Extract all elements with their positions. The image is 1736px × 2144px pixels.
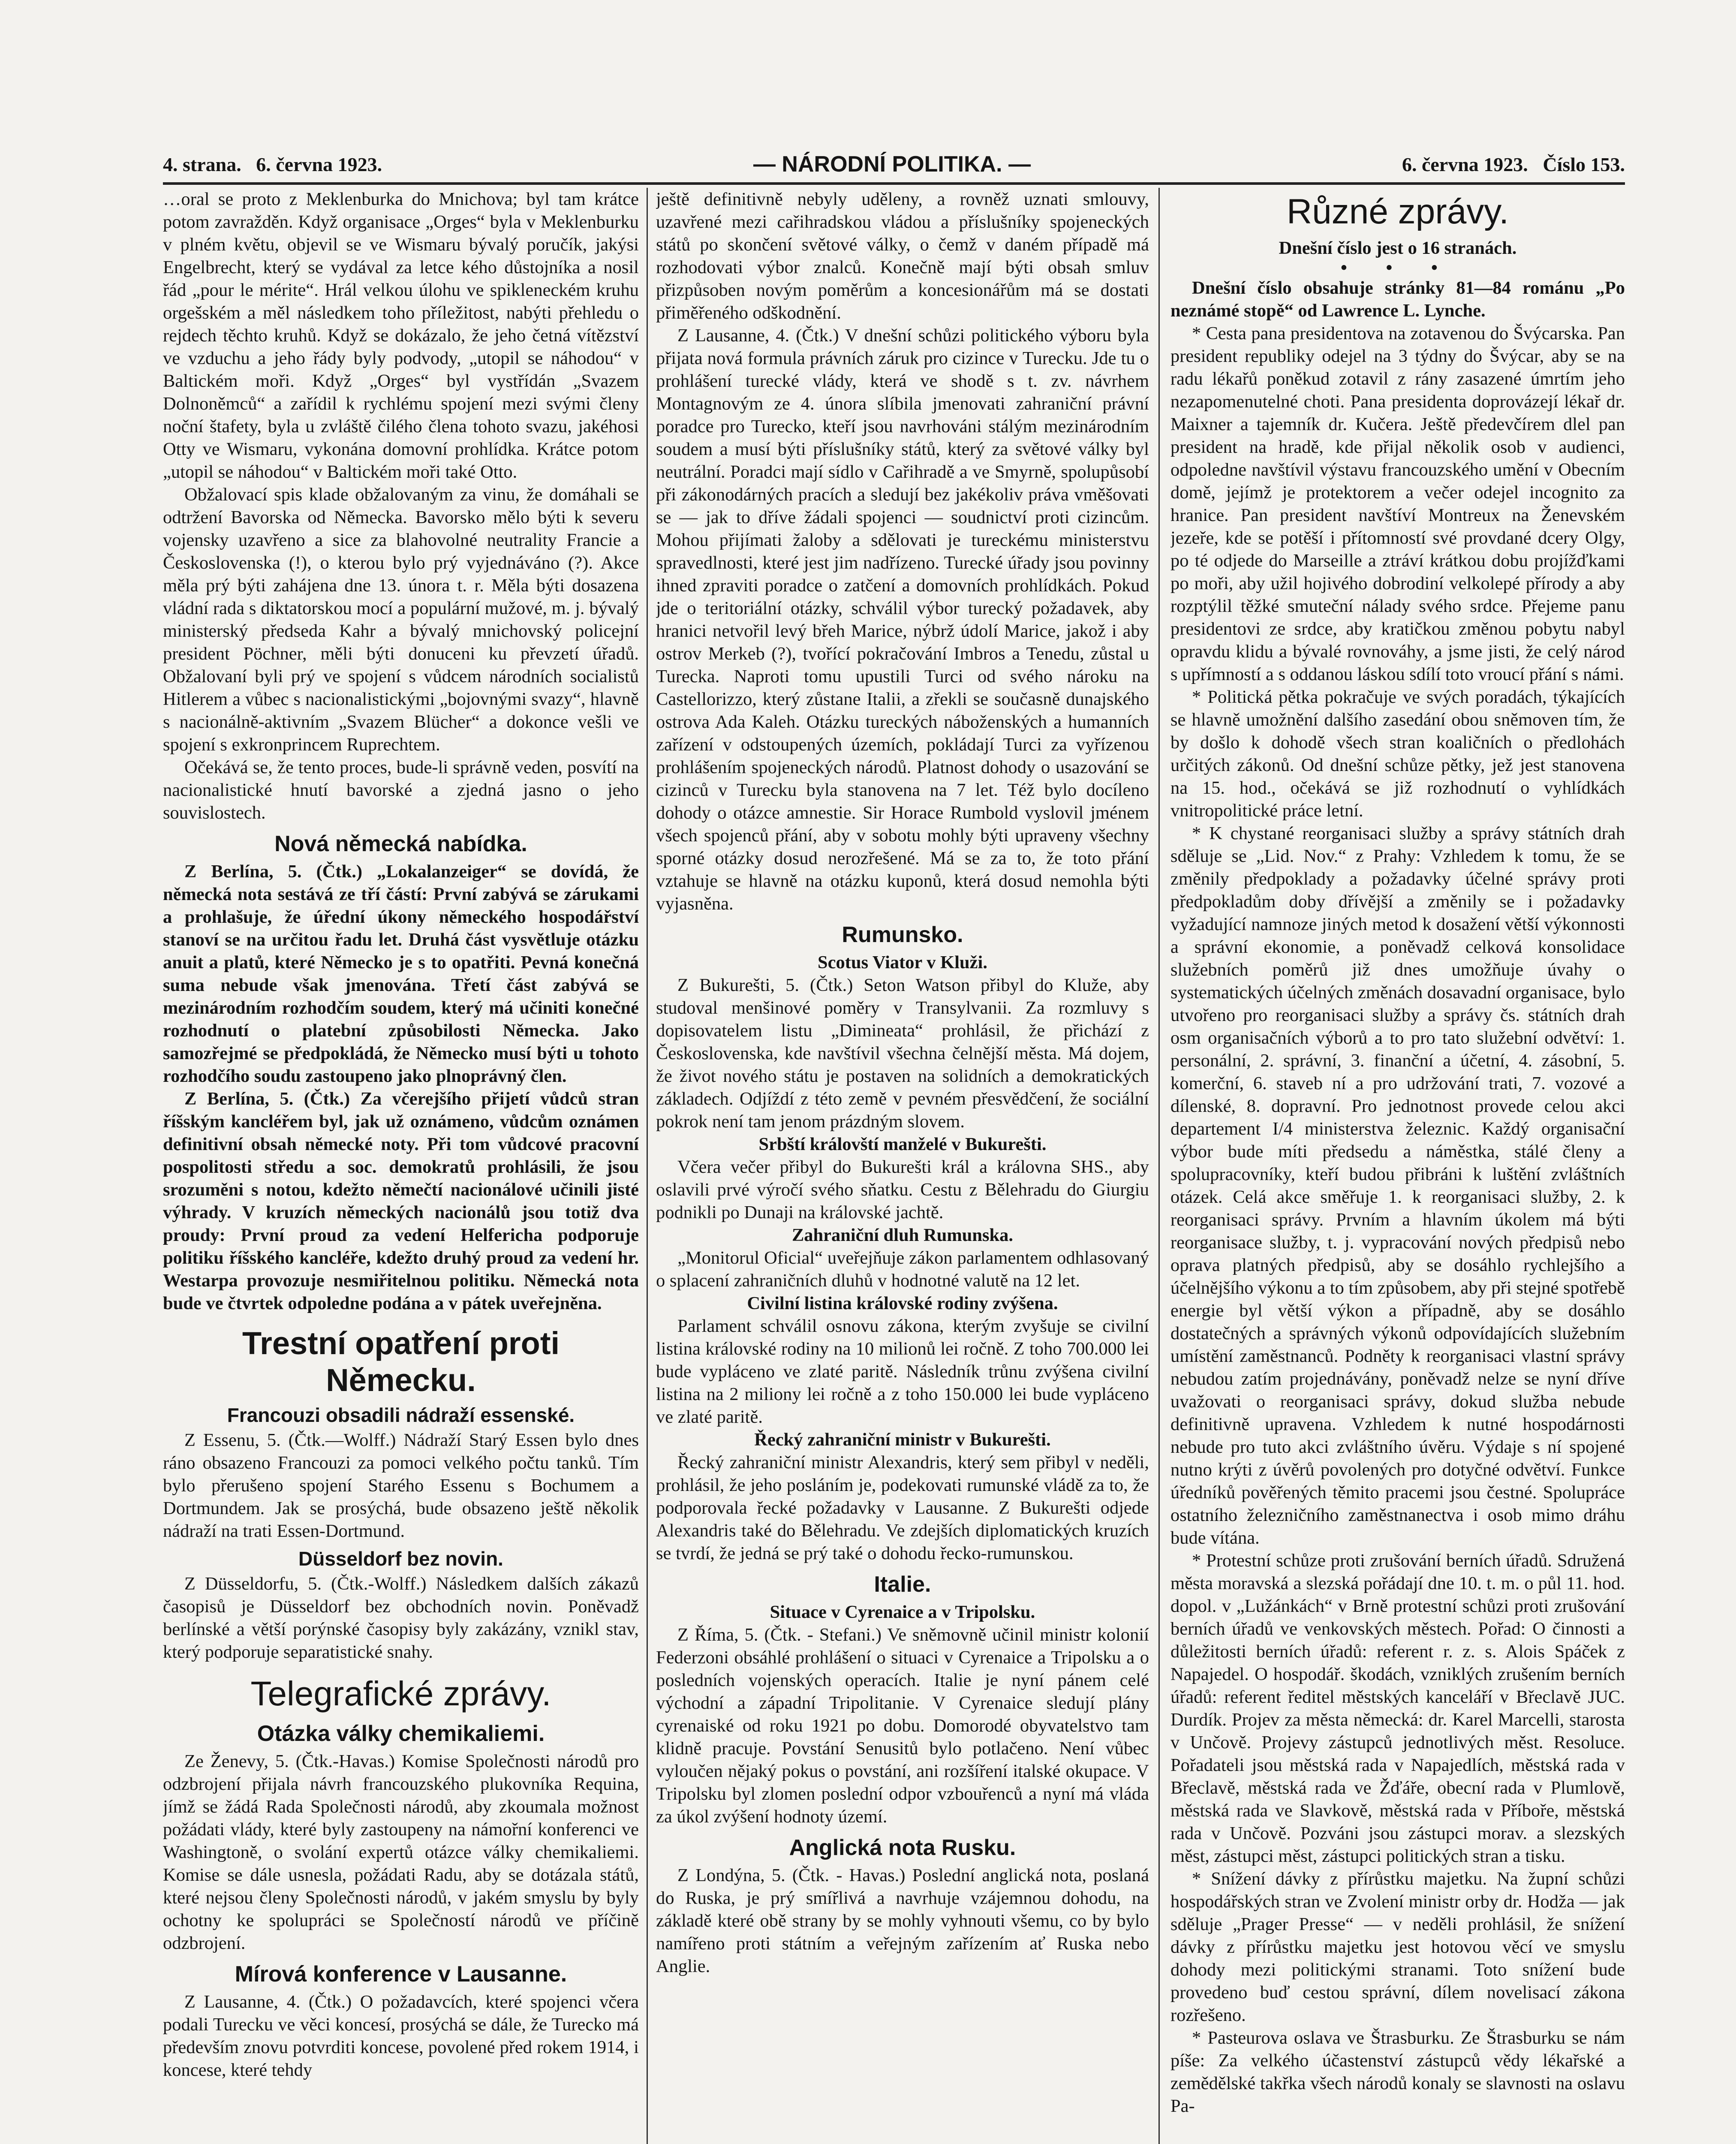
- headline-telegraficke-zpravy: Telegrafické zprávy.: [250, 1674, 551, 1713]
- article-paragraph: Dnešní číslo obsahuje stránky 81—84 románu „Po neznámé stopě“ od Lawrence L. Lynche.: [1170, 278, 1625, 321]
- article-paragraph: * Pasteurova oslava ve Štrasburku. Ze Štrasburku se nám píše: Za velkého účastenství zástupců vědy lékařské a zemědělské takřka všech národů konaly se slavnosti na oslavu Pa-: [1170, 2028, 1625, 2116]
- article-paragraph: * Snížení dávky z přírůstku majetku. Na župní schůzi hospodářských stran ve Zvolení ministr orby dr. Hodža — jak sděluje „Prager Presse“ — v neděli prohlásil, že snížení dávky z přírůstku majetku jest hotovou věcí ve smyslu dohody mezi politickými stranami. Toto snížení bude provedeno buď cestou správní, dílem novelisací zákona rozřešeno.: [1170, 1869, 1625, 2025]
- subheadline-chemikaliemi: Otázka války chemikaliemi.: [257, 1721, 545, 1746]
- article-paragraph: * Protestní schůze proti zrušování berních úřadů. Sdružená města moravská a slezská pořádají dne 10. t. m. o půl 11. hod. dopol. v „Lužánkách“ v Brně protestní schůzi proti zrušování berních úřadů ve venkovských městech. Pořad: O činnosti a důležitosti berních úřadů: referent r. z. s. Alois Spáček z Napajedel. O hospodář. škodách, vzniklých zrušením berních úřadů: referent ředitel městských kanceláří v Břeclavě JUC. Durdík. Projev za města německá: dr. Karel Marcelli, starosta v Unčově. Projevy zástupců jednotlivých měst. Resoluce. Pořadateli jsou městská rada v Napajedlích, městská rada v Břeclavě, městská rada ve Žďáře, obecní rada v Plumlově, městská rada ve Slavkově, městská rada v Příboře, městská rada v Unčově. Pozváni jsou zástupci morav. a slezských měst, zástupci měst, zástupci politických stran a tisku.: [1170, 1551, 1625, 1866]
- page-number: 4. strana. 6. června 1923.: [163, 153, 382, 175]
- headline-rumunsko: Rumunsko.: [842, 922, 963, 947]
- article-paragraph: Z Lausanne, 4. (Čtk.) O požadavcích, které spojenci včera podali Turecku ve věci koncesí, prosýchá se dále, že Turecko má především znovu potvrditi koncese, povolené před rokem 1914, i koncese, které tehdy: [163, 1992, 639, 2080]
- article-paragraph: Obžalovací spis klade obžalovaným za vinu, že domáhali se odtržení Bavorska od Německa. Bavorsko mělo býti k severu vojensky uzavřeno a sice za blahovolné neutrality Francie a Československa (!), o kterou bylo prý vyjednáváno (?). Akce měla prý býti zahájena dne 13. února t. r. Měla býti dosazena vládní rada s diktatorskou mocí a populární mužové, m. j. bývalý ministerský předseda Kahr a bývalý mnichovský policejní president Pöchner, měli býti donuceni ku převzetí úřadů. Obžalovaní byli prý ve spojení s vůdcem národních socialistů Hitlerem a vůbec s nacionalistickými „bojovnými svazy“, hlavně s nacionálně-aktivním „Svazem Blücher“ a dokonce vešli ve spojení s exkronprincem Ruprechtem.: [163, 485, 639, 755]
- lead-note: Dnešní číslo jest o 16 stranách.: [1279, 238, 1517, 258]
- subheadline-francouzi-essen: Francouzi obsadili nádraží essenské.: [227, 1404, 575, 1426]
- article-paragraph: …oral se proto z Meklenburka do Mnichova; byl tam krátce potom zavražděn. Když organisace „Orges“ byla v Meklenburku v plném květu, objevil se ve Wismaru bývalý poručík, jakýsi Engelbrecht, který se vydával za letce kého důstojníka a nosil řád „pour le mérite“. Hrál velkou úlohu ve spikleneckém kruhu orgešském a měl následkem toho příležitost, nabýti přehledu o rejdech těchto kruhů. Když se dokázalo, že jeho četná vítězství ve vzduchu a jeho řády byly podvody, „utopil se náhodou“ v Baltickém moři. Když „Orges“ byl vystřídán „Svazem Dolnoněmců“ a zařídil k rychlému spojení mezi svými členy noční štafety, byla u zvláště čilého člena tohoto svazu, jakéhosi Otty ve Wismaru, vykonána domovní prohlídka. Krátce potom „utopil se náhodou“ v Baltickém moři také Otto.: [163, 189, 639, 482]
- subheadline-scotus-viator: Scotus Viator v Kluži.: [818, 952, 987, 973]
- subheadline-zahranicni-dluh: Zahraniční dluh Rumunska.: [791, 1225, 1014, 1245]
- article-paragraph: Z Říma, 5. (Čtk. - Stefani.) Ve sněmovně učinil ministr kolonií Federzoni obsáhlé prohlášení o situaci v Cyrenaice a Tripolsku a o posledních vojenských operacích. Italie je nyní pánem celé východní a západní Tripolitanie. V Cyrenaice sledují plány cyrenaiské od roku 1921 po dobu. Domorodé obyvatelstvo tam klidně pracuje. Povstání Senusitů bylo potlačeno. Není vůbec vyloučen nějaký pokus o povstání, ani rozšíření italské okupace. V Tripolsku byl zlomen poslední odpor vzbouřenců a nyní má vláda za úkol zvýšení hodnoty území.: [656, 1625, 1149, 1827]
- article-paragraph: * Politická pětka pokračuje ve svých poradách, týkajících se hlavně umožnění dalšího zasedání obou sněmoven tím, že by došlo k dohodě všech stran koaličních o předlohách určitých zákonů. Od dnešní schůze pětky, jež jest stanovena na 15. hod., očekává se již rozhodnutí o vyhlídkách vnitropolitické práce letní.: [1170, 687, 1625, 821]
- column-3: [1170, 188, 1625, 2144]
- article-paragraph: Řecký zahraniční ministr Alexandris, který sem přibyl v neděli, prohlásil, že jeho posláním je, podekovati rumunské vládě za to, že podporovala řecké požadavky v Lausanne. Z Bukurešti odjede Alexandris také do Bělehradu. Ve zdejších diplomatických kruzích se tvrdí, že jedná se prý také o dohodu řecko-rumunskou.: [656, 1452, 1149, 1563]
- subheadline-recky-ministr: Řecký zahraniční ministr v Bukurešti.: [754, 1430, 1051, 1450]
- article-paragraph: „Monitorul Oficial“ uveřejňuje zákon parlamentem odhlasovaný o splacení zahraničních dluhů v hodnotné valutě na 12 let.: [656, 1248, 1149, 1291]
- article-paragraph: Ze Ženevy, 5. (Čtk.-Havas.) Komise Společnosti národů pro odzbrojení přijala návrh francouzského plukovníka Requina, jímž se žádá Rada Společnosti národů, aby zkoumala možnost požádati vlády, které byly zastoupeny na námořní konferenci ve Washingtoně, o svolání expertů otázce války chemikaliemi. Komise se dále usnesla, požádati Radu, aby se dotázala států, které nejsou členy Společnosti národů, v jakém smyslu by byly ochotny ke spolupráci se Společností národů ve příčině odzbrojení.: [163, 1751, 639, 1953]
- subheadline-srbsti-manzele: Srbští královští manželé v Bukurešti.: [758, 1134, 1047, 1154]
- header-rule: [163, 182, 1625, 185]
- headline-anglicka-nota: Anglická nota Rusku.: [789, 1835, 1016, 1860]
- article-paragraph: Z Londýna, 5. (Čtk. - Havas.) Poslední anglická nota, poslaná do Ruska, je prý smířlivá a navrhuje vzájemnou dohodu, na základě které obě strany by se mohly vyhnouti všemu, co by bylo namířeno proti státním a veřejným zařízením ať Ruska nebo Anglie.: [656, 1865, 1149, 1976]
- article-paragraph: Z Essenu, 5. (Čtk.—Wolff.) Nádraží Starý Essen bylo dnes ráno obsazeno Francouzi za pomoci velkého počtu tanků. Tím bylo přerušeno spojení Starého Essenu s Bochumem a Dortmundem. Jak se prosýchá, bude obsazeno ještě několik nádraží na trati Essen-Dortmund.: [163, 1430, 639, 1541]
- page-header: [163, 149, 1625, 179]
- subheadline-cyrenaika: Situace v Cyrenaice a v Tripolsku.: [770, 1602, 1035, 1622]
- article-paragraph: Z Lausanne, 4. (Čtk.) V dnešní schůzi politického výboru byla přijata nová formula právních záruk pro cizince v Turecku. Jde tu o prohlášení turecké vlády, která ve shodě s t. zv. návrhem Montagnovým ze 4. února slíbila jmenovati zahraniční právní poradce pro Turecko, kteří jsou navrhováni stálým mezinárodním soudem a musí býti příslušníky států, který za světové války byl neutrální. Poradci mají sídlo v Cařihradě a ve Smyrně, spolupůsobí při zákonodárných pracích a sledují bez jakékoliv práva vměšovati se — jak to dříve žádali spojenci — soudnictví proti cizincům. Mohou přijímati žaloby a sdělovati je tureckému ministerstvu spravedlnosti, které jest jim nadřízeno. Turecké úřady jsou povinny ihned zpraviti poradce o zatčení a domovních prohlídkách. Pokud jde o teritoriální otázky, schválil výbor turecký požadavek, aby hranici netvořil levý břeh Marice, nýbrž údolí Marice, jakož i aby ostrov Merkeb (?), tvořící pokračování Imbros a Tenedu, zůstal u Turecka. Naproti tomu upustili Turci od svého nároku na Castellorizzo, který zůstane Italii, a zřekli se současně dunajského ostrova Ada Kaleh. Otázku tureckých náboženských a humanních zařízení v odstoupených územích, pokládají Turci za vyřízenou prohlášením spojeneckých národů. Platnost dohody o usazování se cizinců v Turecku byla stanovena na 7 let. Též bylo docíleno dohody o otázce amnestie. Sir Horace Rumbold vyslovil jménem všech spojenců přání, aby v sobotu mohly býti upraveny všechny sporné otázky dosud nerozřešené. Má se za to, že toto přání vztahuje se hlavně na otázku kuponů, která dosud nemohla býti vyjasněna.: [656, 325, 1149, 914]
- headline-ruzne-zpravy: Různé zprávy.: [1286, 192, 1509, 231]
- article-paragraph: Z Berlína, 5. (Čtk.) „Lokalanzeiger“ se dovídá, že německá nota sestává ze tří částí: První zabývá se zárukami a prohlašuje, že úřední úkony německého hospodářství stanoví se na určitou řadu let. Druhá část vysvětluje otázku anuit a platů, které Německo je s to opatřiti. Pevná konečná suma nebude však jmenována. Třetí část zabývá se mezinárodním rozhodčím soudem, který má učiniti konečné rozhodnutí o platební způsobilosti Německa. Jako samozřejmé se předpokládá, že Německo musí býti u tohoto rozhodčího soudu zastoupeno jako plnoprávný člen.: [163, 861, 639, 1086]
- column-rule-1: [647, 188, 648, 2144]
- article-paragraph: * Cesta pana presidentova na zotavenou do Švýcarska. Pan president republiky odejel na 3 týdny do Švýcar, aby se na radu lékařů poněkud zotavil z rány zasazené úmrtím jeho nezapomenutelné choti. Pana presidenta doprovázejí lékař dr. Maixner a tajemník dr. Kučera. Ještě předevčírem dlel pan president na hradě, kde přijal několik osob v audienci, odpoledne navštívil výstavu francouzského umění v Obecním domě, jejímž je protektorem a večer odejel incognito za hranice. Pan president navštíví Montreux na Ženevském jezeře, kde se potěší i přítomností své provdané dcery Olgy, po té odjede do Marseille a ztráví krátkou dobu projížďkami po moři, aby užil hojivého dobrodiní velkolepé přírody a aby rozptýlil těžké smuteční nálady svého srdce. Přejeme panu presidentovi ze srdce, aby kratičkou změnou pobytu nabyl opravdu klidu a bývalé rovnováhy, a jsme jisti, že celý národ s upřímností a s oddanou láskou sdílí toto vroucí přání s námi.: [1170, 323, 1625, 684]
- masthead: — NÁRODNÍ POLITIKA. —: [753, 152, 1031, 177]
- column-rule-2: [1158, 188, 1160, 2144]
- article-paragraph: Parlament schválil osnovu zákona, kterým zvyšuje se civilní listina královské rodiny na 10 milionů lei ročně. Z toho 700.000 lei bude vypláceno ve zlaté paritě. Následník trůnu zvýšena civilní listina na 2 miliony lei ročně a z toho 150.000 lei bude vypláceno ve zlaté paritě.: [656, 1316, 1149, 1427]
- article-paragraph: Z Berlína, 5. (Čtk.) Za včerejšího přijetí vůdců stran říšským kancléřem byl, jak už oznámeno, vůdcům oznámen definitivní obsah německé noty. Při tom vůdcové pracovní pospolitosti středu a soc. demokratů prohlásili, že jsou srozuměni s notou, kdežto němečtí nacionálové učinili jisté výhrady. V kruzích německých nacionálů jsou totiž dva proudy: První proud za vedení Helfericha podporuje politiku říšského kancléře, kdežto druhý proud za vedení hr. Westarpa provozuje nesmiřitelnou politiku. Německá nota bude ve čtvrtek odpoledne podána a v pátek uveřejněna.: [163, 1089, 639, 1313]
- headline-trestni-opatreni: Trestní opatření proti Německu.: [242, 1325, 560, 1398]
- column-2: [656, 188, 1149, 2144]
- article-paragraph: Z Bukurešti, 5. (Čtk.) Seton Watson přibyl do Kluže, aby studoval menšinové poměry v Transylvanii. Za rozmluvy s dopisovatelem listu „Dimineata“ prohlásil, že přichází z Československa, kde navštívil všechna čelnější města. Má dojem, že život nového státu je postaven na solidních a demokratických základech. Odjíždí z této země v pevném přesvědčení, že sociální pokrok není tam jenom prázdným slovem.: [656, 975, 1149, 1132]
- article-paragraph: Z Düsseldorfu, 5. (Čtk.-Wolff.) Následkem dalších zákazů časopisů je Düsseldorf bez obchodních novin. Poněvadž berlínské a větší porýnské časopisy byly zakázány, vznikl stav, který podporuje separatistické snahy.: [163, 1574, 639, 1662]
- section-separator: • • •: [1341, 258, 1455, 278]
- article-paragraph: Očekává se, že tento proces, bude-li správně veden, posvítí na nacionalistické hnutí bavorské a zjedná jasno o jeho souvislostech.: [163, 757, 639, 823]
- article-paragraph: Včera večer přibyl do Bukurešti král a královna SHS., aby oslavili prvé výročí svého sňatku. Cestu z Bělehradu do Giurgiu podnikli po Dunaji na královské jachtě.: [656, 1157, 1149, 1223]
- column-1: [163, 188, 639, 2144]
- subheadline-civilni-listina: Civilní listina královské rodiny zvýšena.: [747, 1293, 1058, 1313]
- issue-info: 6. června 1923. Číslo 153.: [1402, 153, 1625, 175]
- article-paragraph: * K chystané reorganisaci služby a správy státních drah sděluje se „Lid. Nov.“ z Prahy: Vzhledem k tomu, že se změnily předpoklady a požadavky účelné správy proti předpokladům doby dřívější a změnily se i požadavky vyžadující namnoze jiných metod k dosažení větší výkonnosti a správní ekonomie, a poněvadž celková konsolidace služebních poměrů již dnes umožňuje úvahy o systematických účelných změnách dosavadní organisace, bylo utvořeno pro reorganisaci služby a správy čs. státních drah osm organisačních výborů a to pro tato služební odvětví: 1. personální, 2. správní, 3. finanční a účetní, 4. zásobní, 5. komerční, 6. staveb ní a pro udržování trati, 7. vozové a dílenské, 8. dopravní. Pro jednotnost provede celou akci departement I/4 ministerstva železnic. Každý organisační výbor bude míti předsedu a náměstka, stálé členy a spolupracovníky, kteří budou přibráni k luštění zvláštních otázek. Celá akce směřuje 1. k reorganisaci služby, 2. k reorganisaci správy. Prvním a hlavním úkolem má býti reorganisace služby, t. j. vypracování nových předpisů nebo oprava platných předpisů, aby se dosáhlo rychlejšího a účelnějšího výkonu a to tím způsobem, aby při stejné spotřebě energie byl větší výkon a případně, aby se dosáhlo dostatečných a správných výkonů odpovídajících služebním umístění zaměstnanců. Podněty k reorganisaci vlastní správy nebudou zatím projednávány, poněvadž nelze se nyní dříve uvažovati o reorganisaci správy, dokud služba nebude definitivně upravena. Vzhledem k nutné hospodárnosti nebude pro tuto akci zvláštního úvěru. Výdaje s ní spojené nutno krýti z úvěrů povolených pro dotyčné odvětví. Funkce úředníků pověřených těmito pracemi jsou čestné. Spolupráce ostatního železničního zaměstnanectva i osob mimo dráhu bude vítána.: [1170, 823, 1625, 1548]
- headline-dusseldorf: Düsseldorf bez novin.: [298, 1548, 503, 1570]
- headline-italie: Italie.: [874, 1572, 931, 1597]
- headline-mirova-konference: Mírová konference v Lausanne.: [235, 1962, 567, 1987]
- headline-nova-nemecka-nabidka: Nová německá nabídka.: [274, 831, 527, 856]
- article-paragraph: ještě definitivně nebyly uděleny, a rovněž uznati smlouvy, uzavřené mezi cařihradskou vládou a příslušníky spojeneckých států po skončení světové války, o čemž v daném případě má rozhodovati výbor znalců. Konečně mají býti obsah smluv přizpůsoben novým poměrům a koncesionářům má se dostati přiměřeného odškodnění.: [656, 189, 1149, 323]
